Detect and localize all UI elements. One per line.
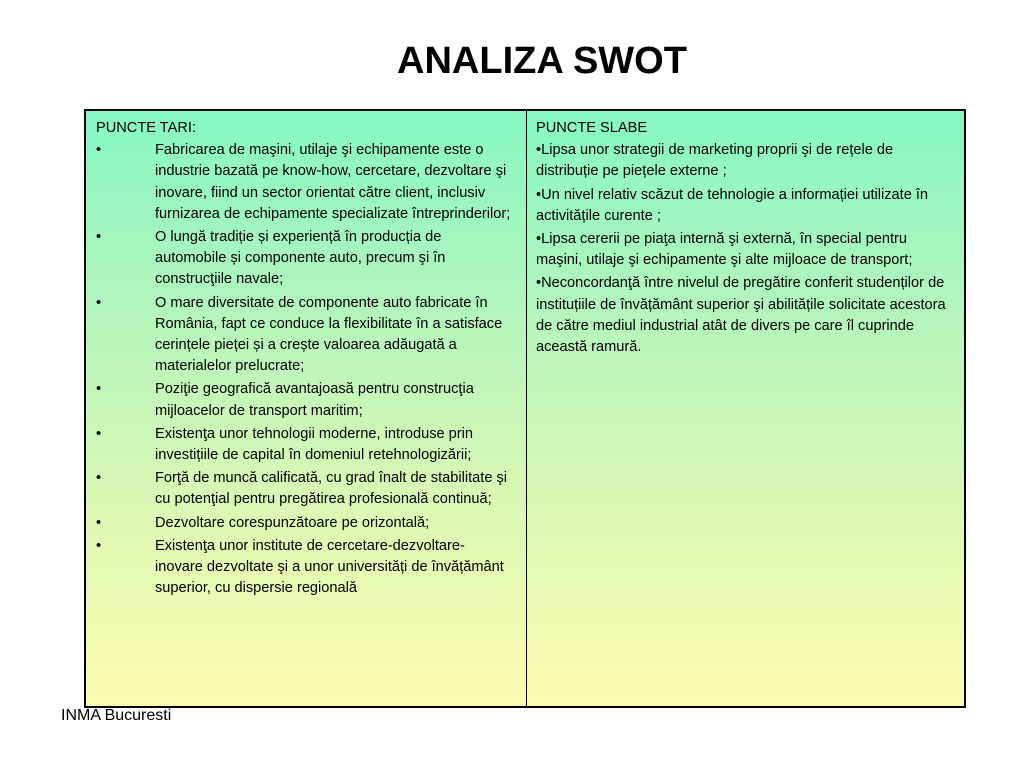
list-item-text: Dezvoltare corespunzătoare pe orizontală; [155, 514, 430, 531]
list-item: •Lipsa cererii pe piaţa internă şi externă, în special pentru maşini, utilaje şi echipamente şi alte mijloace de transport; [536, 231, 913, 269]
list-item-text: Forţă de muncă calificată, cu grad înalt de stabilitate şi cu potenţial pentru pregătirea profesională continuă; [155, 470, 508, 508]
list-item [96, 379, 516, 421]
list-item [96, 293, 516, 378]
swot-table [84, 109, 966, 708]
list-item-text: Existenţa unor tehnologii moderne, introduse prin investițiile de capital în domeniul retehnologizării; [155, 425, 474, 464]
list-item: •Un nivel relativ scăzut de tehnologie a informației utilizate în activitățile curente ; [536, 186, 929, 224]
list-item [96, 140, 516, 225]
list-item [96, 513, 516, 534]
list-item-text: Existenţa unor institute de cercetare-dezvoltare- inovare dezvoltate şi a unor universități de învățământ superior, cu dispersie regională [155, 537, 504, 597]
bullet-icon: • [96, 537, 102, 554]
list-item-text: Fabricarea de maşini, utilaje şi echipamente este o industrie bazată pe know-how, cercetare, dezvoltare şi inovare, fiind un sector orientat către client, inclusiv furnizarea de echipamente specializate întreprinderilor; [155, 142, 511, 222]
bullet-icon: • [96, 294, 102, 311]
strengths-list [96, 140, 516, 599]
list-item-text: Poziţie geografică avantajoasă pentru construcţia mijloacelor de transport maritim; [155, 381, 474, 419]
slide-title: ANALIZA SWOT [397, 40, 687, 82]
strengths-cell [86, 111, 527, 706]
weaknesses-header: PUNCTE SLABE [536, 120, 648, 136]
list-item [96, 424, 516, 466]
bullet-icon: • [96, 425, 102, 442]
strengths-header: PUNCTE TARI: [96, 120, 197, 136]
bullet-icon: • [96, 514, 102, 531]
list-item [96, 536, 516, 600]
bullet-icon: • [96, 381, 102, 398]
bullet-icon: • [96, 229, 102, 246]
list-item: •Lipsa unor strategii de marketing proprii şi de rețele de distribuție pe piețele externe ; [536, 142, 894, 180]
list-item [96, 468, 516, 510]
list-item-text: O lungă tradiție și experiență în producția de automobile și componente auto, precum şi în construcţiile navale; [155, 229, 446, 288]
footer-label: INMA Bucuresti [61, 707, 172, 724]
weaknesses-list [536, 140, 954, 358]
bullet-icon: • [96, 142, 102, 159]
list-item [96, 227, 516, 291]
bullet-icon: • [96, 470, 102, 487]
weaknesses-cell [527, 111, 964, 706]
list-item-text: O mare diversitate de componente auto fabricate în România, fapt ce conduce la flexibilitate în a satisface cerințele pieței și a crește valoarea adăugată a materialelor prelucrate; [155, 294, 503, 375]
list-item: •Neconcordanţă între nivelul de pregătire conferit studenților de instituțiile de învățământ superior şi abilitățile solicitate acestora de către mediul industrial atât de divers pe care îl cuprinde această ramură. [536, 275, 946, 356]
